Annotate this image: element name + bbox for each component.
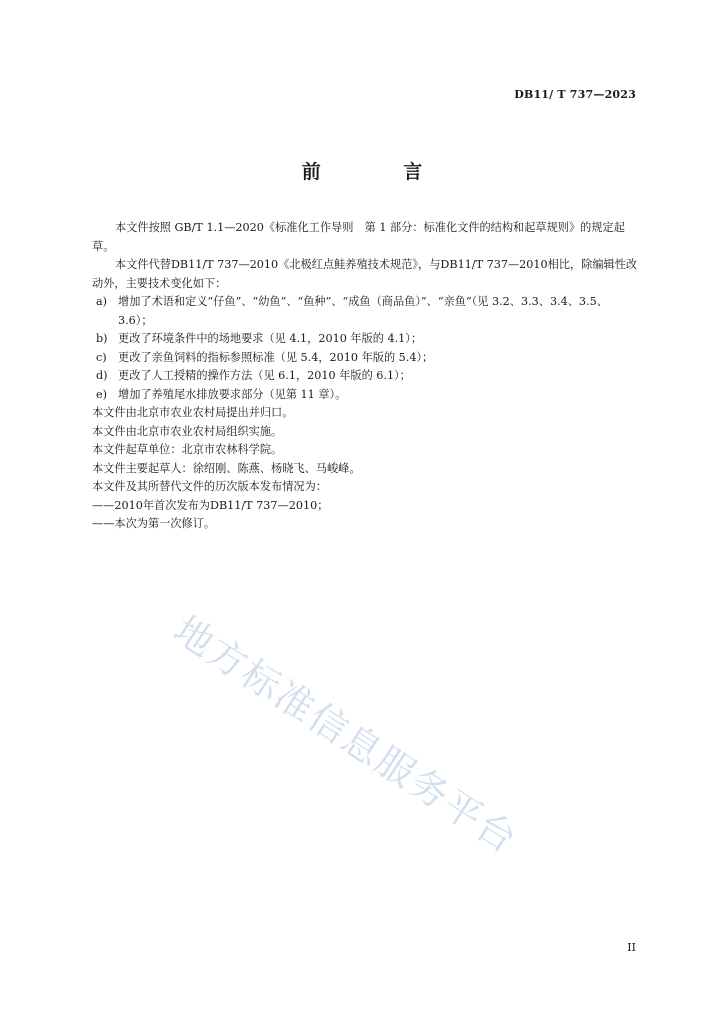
list-marker: c) — [96, 350, 107, 364]
page-title: 前 言 — [301, 161, 461, 183]
statement-line: 本文件主要起草人：徐绍刚、陈燕、杨晓飞、马峻峰。 — [92, 461, 361, 475]
change-item — [92, 367, 640, 386]
change-text: 更改了亲鱼饲料的指标参照标准（见 5.4，2010 年版的 5.4）； — [118, 350, 434, 364]
list-marker: e) — [96, 387, 107, 401]
change-item — [92, 386, 640, 405]
change-text: 更改了环境条件中的场地要求（见 4.1，2010 年版的 4.1）； — [118, 332, 423, 345]
statement-line: 本文件及其所替代文件的历次版本发布情况为： — [92, 480, 327, 493]
list-marker: a) — [96, 295, 108, 308]
list-marker: b) — [96, 332, 108, 345]
list-marker: d) — [96, 369, 108, 382]
watermark: 地方标准信息服务平台 — [166, 607, 526, 863]
statement-line: 本文件由北京市农业农村局组织实施。 — [92, 424, 283, 438]
change-text: 更改了人工授精的操作方法（见 6.1，2010 年版的 6.1）； — [118, 369, 411, 382]
foreword-body — [92, 219, 640, 534]
statement-line: 本文件由北京市农业农村局提出并归口。 — [92, 406, 294, 419]
drafting-basis-paragraph: 本文件按照 GB/T 1.1—2020《标准化工作导则 第 1 部分：标准化文件的结构和起草规则》的规定起草。 — [92, 221, 625, 253]
replacement-paragraph: 本文件代替DB11/T 737—2010《北极红点鲑养殖技术规范》，与DB11/T 737—2010相比，除编辑性改动外，主要技术变化如下： — [92, 258, 638, 290]
change-text: 增加了养殖尾水排放要求部分（见第 11 章）。 — [118, 387, 347, 401]
history-line: ——本次为第一次修订。 — [92, 517, 216, 530]
history-line: ——2010年首次发布为DB11/T 737—2010； — [92, 498, 329, 512]
page-number: II — [627, 941, 636, 954]
change-item — [92, 349, 640, 368]
change-item — [92, 293, 640, 330]
change-item — [92, 330, 640, 349]
statement-line: 本文件起草单位：北京市农林科学院。 — [92, 443, 283, 456]
document-code: DB11/ T 737—2023 — [514, 88, 636, 101]
change-text: 增加了术语和定义“仔鱼”、“幼鱼”、“鱼种”、“成鱼（商品鱼）”、“亲鱼”（见 3.2、3.3、3.4、3.5、3.6）； — [118, 295, 608, 327]
